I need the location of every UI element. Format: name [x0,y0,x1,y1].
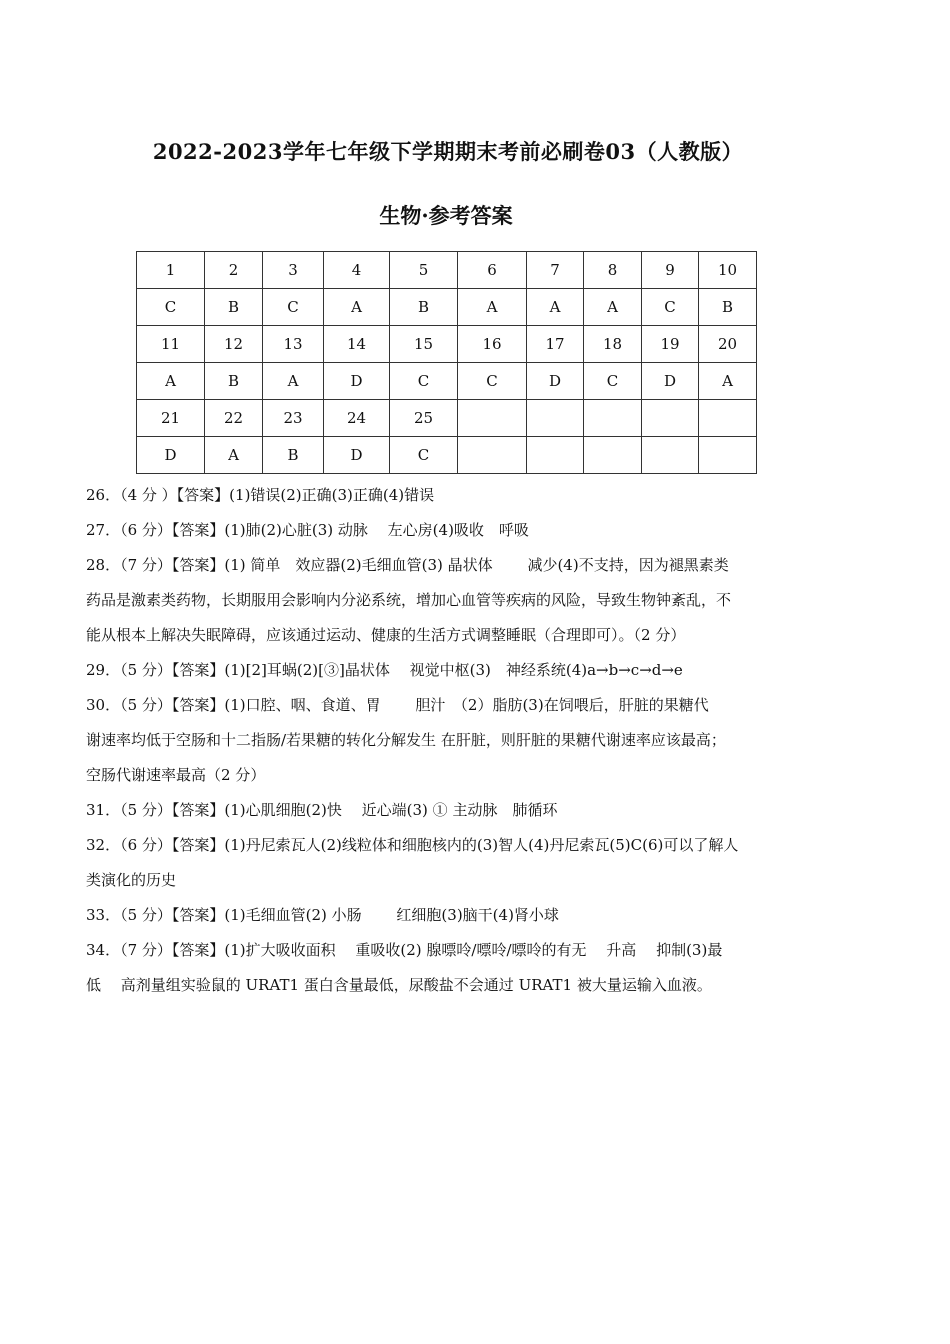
table-cell: C [390,437,458,474]
table-cell: A [584,289,642,326]
table-cell: 10 [699,252,757,289]
table-cell [584,400,642,437]
table-cell: C [458,363,527,400]
table-row [137,437,757,474]
table-cell [642,437,699,474]
table-cell: B [205,363,263,400]
table-row [137,326,757,363]
answer-line: 谢速率均低于空肠和十二指肠/若果糖的转化分解发生 在肝脏，则肝脏的果糖代谢速率应该最高； [86,731,726,749]
answer-line: 34．（7 分）【答案】(1)扩大吸收面积 重吸收(2) 腺嘌呤/嘌呤/嘌呤的有无 升高 抑制(3)最 [86,941,723,959]
table-cell: 19 [642,326,699,363]
table-cell: B [390,289,458,326]
table-cell [527,400,584,437]
table-cell: 16 [458,326,527,363]
table-cell: 20 [699,326,757,363]
answer-line: 29．（5 分）【答案】(1)[2]耳蜗(2)[③]晶状体 视觉中枢(3) 神经系统(4)a→b→c→d→e [86,661,683,679]
answer-line: 33．（5 分）【答案】(1)毛细血管(2) 小肠 红细胞(3)脑干(4)肾小球 [86,906,559,924]
page-title: 2022-2023学年七年级下学期期末考前必刷卷03（人教版） [152,139,744,164]
table-row [137,400,757,437]
answer-line: 26．（4 分 ）【答案】(1)错误(2)正确(3)正确(4)错误 [86,486,435,504]
table-cell: C [642,289,699,326]
table-cell: 8 [584,252,642,289]
table-cell: 2 [205,252,263,289]
table-cell: D [527,363,584,400]
answer-line: 32．（6 分）【答案】(1)丹尼索瓦人(2)线粒体和细胞核内的(3)智人(4)丹尼索瓦(5)C(6)可以了解人 [86,836,739,854]
table-cell: 25 [390,400,458,437]
table-cell: 24 [324,400,390,437]
answer-line: 低 高剂量组实验鼠的 URAT1 蛋白含量最低，尿酸盐不会通过 URAT1 被大量运输入血液。 [86,976,712,994]
answer-line: 28．（7 分）【答案】(1) 简单 效应器(2)毛细血管(3) 晶状体 减少(4)不支持，因为褪黑素类 [86,556,729,574]
table-cell: 3 [263,252,324,289]
table-cell: C [390,363,458,400]
table-cell: 17 [527,326,584,363]
table-cell: B [263,437,324,474]
table-cell: 23 [263,400,324,437]
table-cell: A [699,363,757,400]
table-cell: A [458,289,527,326]
answer-line: 27．（6 分）【答案】(1)肺(2)心脏(3) 动脉 左心房(4)吸收 呼吸 [86,521,529,539]
table-cell: 6 [458,252,527,289]
table-cell: C [137,289,205,326]
table-row [137,252,757,289]
table-cell [458,400,527,437]
table-cell: D [324,363,390,400]
table-cell: 12 [205,326,263,363]
table-cell: 13 [263,326,324,363]
table-cell: 7 [527,252,584,289]
table-cell: A [137,363,205,400]
answer-line: 药品是激素类药物，长期服用会影响内分泌系统，增加心血管等疾病的风险，导致生物钟紊乱，不 [86,591,732,609]
table-cell [642,400,699,437]
table-cell: A [527,289,584,326]
table-cell [458,437,527,474]
answer-line: 30．（5 分）【答案】(1)口腔、咽、食道、胃 胆汁 （2）脂肪(3)在饲喂后，肝脏的果糖代 [86,696,709,714]
table-cell: D [324,437,390,474]
table-cell [584,437,642,474]
table-cell: 18 [584,326,642,363]
table-cell: 11 [137,326,205,363]
table-cell: 14 [324,326,390,363]
table-cell: 5 [390,252,458,289]
table-cell: B [699,289,757,326]
table-cell [527,437,584,474]
page-subtitle: 生物·参考答案 [379,203,513,228]
table-cell: A [324,289,390,326]
table-cell: C [584,363,642,400]
table-cell: D [642,363,699,400]
table-cell: C [263,289,324,326]
table-cell: 9 [642,252,699,289]
table-cell: A [205,437,263,474]
answer-explanations [86,478,816,1003]
table-cell: A [263,363,324,400]
answer-line: 空肠代谢速率最高（2 分） [86,766,266,784]
table-row [137,289,757,326]
answer-table [136,251,757,474]
table-row [137,363,757,400]
answer-line: 31．（5 分）【答案】(1)心肌细胞(2)快 近心端(3) ① 主动脉 肺循环 [86,801,558,819]
answer-line: 能从根本上解决失眠障碍，应该通过运动、健康的生活方式调整睡眠（合理即可）。（2 分） [86,626,686,644]
answer-line: 类演化的历史 [86,871,177,889]
table-cell: D [137,437,205,474]
table-cell: 22 [205,400,263,437]
table-cell [699,437,757,474]
table-cell: 21 [137,400,205,437]
table-cell: 4 [324,252,390,289]
table-cell: B [205,289,263,326]
table-cell: 15 [390,326,458,363]
table-cell [699,400,757,437]
table-cell: 1 [137,252,205,289]
